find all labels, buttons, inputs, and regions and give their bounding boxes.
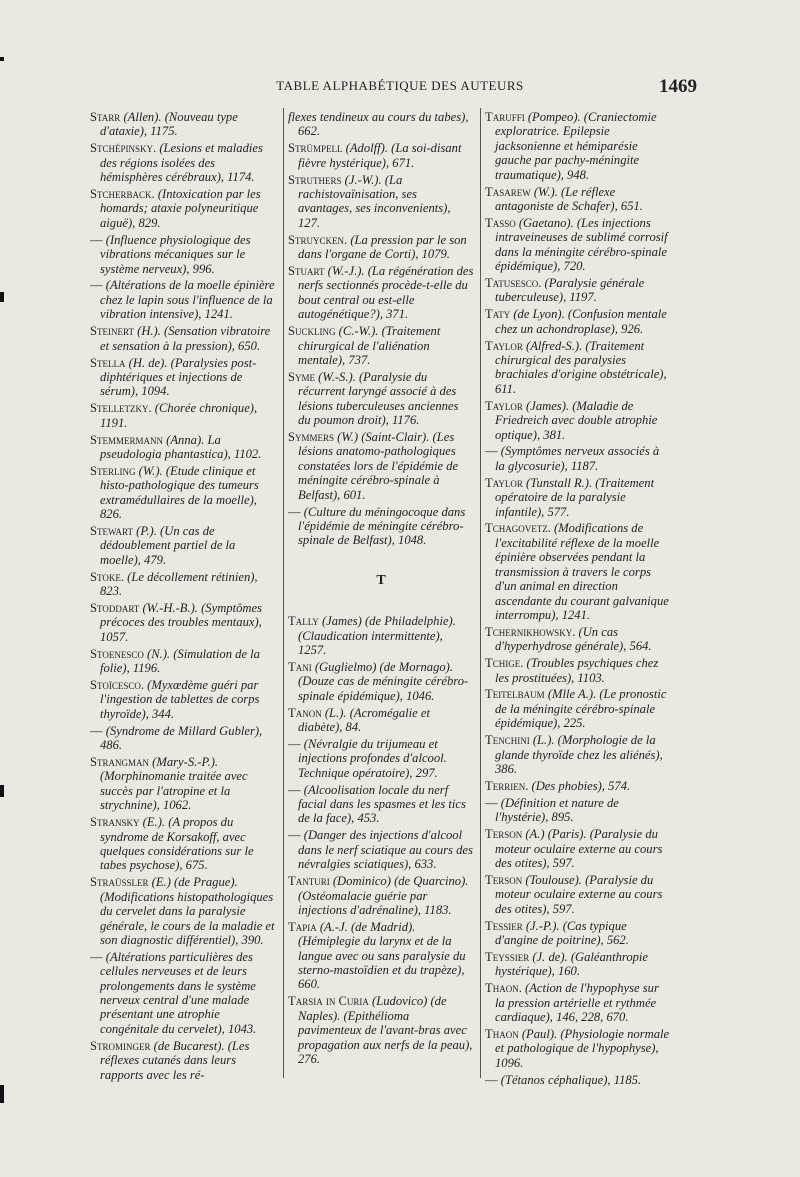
index-entry (90, 401, 277, 430)
index-entry (288, 706, 474, 735)
entry-author: Tenchini (485, 733, 530, 748)
entry-text: (Un cas d'hyperhydrose générale), 564. (495, 624, 652, 654)
entry-author: Struthers (288, 172, 342, 187)
entry-text: (Des phobies), 574. (531, 778, 631, 793)
entry-text: (E.). (A propos du syndrome de Korsakoff, avec quelques considérations sur le tabes psychose), 675. (100, 815, 254, 873)
entry-author: Stoddart (90, 601, 140, 615)
entry-text: (Lesions et maladies des régions isolées des hémisphères cérébraux), 1174. (100, 141, 263, 185)
entry-text: (Influence physiologique des vibrations mécaniques sur le système nerveux), 996. (100, 232, 251, 276)
entry-text: (Altérations particulières des cellules nerveuses et de leurs prolongements dans le système nerveux central d'une malade présentant une atrophie congénitale du cervelet), 1043. (100, 949, 257, 1036)
entry-text: (J.-P.). (Cas typique d'angine de poitrine), 562. (495, 918, 629, 947)
page-number: 1469 (659, 76, 697, 97)
entry-author: Teitelbaum (485, 687, 545, 702)
index-column-3 (485, 110, 670, 1090)
index-entry (485, 110, 670, 182)
index-entry (288, 828, 474, 871)
entry-author: Tasso (485, 215, 516, 230)
index-entry (288, 324, 474, 367)
entry-author: Tally (288, 614, 319, 629)
index-entry (90, 950, 277, 1036)
entry-text: (La pression par le son dans l'organe de Corti), 1079. (298, 232, 467, 262)
entry-author: Struycken. (288, 232, 348, 247)
entry-author: Starr (90, 110, 121, 124)
entry-author: Tchige. (485, 656, 524, 671)
index-column-2-s-entries (288, 110, 474, 548)
entry-author: Stewart (90, 523, 133, 538)
entry-text: (W.-S.). (Paralysie du récurrent laryngé associé à des lésions tuberculeuses anciennes du poumon droit), 1176. (298, 369, 459, 428)
entry-text: (Névralgie du trijumeau et injections profondes d'alcool. Technique opératoire), 297. (298, 736, 447, 780)
entry-text: (P.). (Un cas de dédoublement partiel de la moelle), 479. (100, 523, 236, 567)
index-entry (485, 796, 670, 825)
index-entry (485, 950, 670, 979)
entry-text: (Ludovico) (de Naples). (Epithélioma pavimenteux de l'avant-bras avec propagation aux nerfs de la peau), 276. (298, 994, 473, 1066)
index-entry (485, 307, 670, 336)
entry-author: Straüssler (90, 875, 149, 890)
index-entry (485, 919, 670, 948)
index-entry (90, 356, 277, 399)
entry-author: Strümpell (288, 141, 343, 156)
entry-text: (Allen). (Nouveau type d'ataxie), 1175. (100, 110, 238, 139)
index-entry (485, 733, 670, 776)
entry-text: (J. de). (Galéanthropie hystérique), 160. (495, 949, 648, 979)
entry-text: (de Lyon). (Confusion mentale chez un achondroplase), 926. (495, 307, 667, 336)
index-entry (90, 187, 277, 230)
entry-author: Taty (485, 307, 511, 322)
index-entry (90, 278, 277, 321)
index-entry (90, 755, 277, 813)
entry-author: Suckling (288, 324, 336, 339)
index-entry (90, 724, 277, 753)
index-entry (90, 110, 277, 139)
entry-text: (Danger des injections d'alcool dans le nerf sciatique au cours des névralgies sciatiques), 633. (298, 828, 473, 872)
index-entry (90, 678, 277, 721)
entry-author: — (288, 828, 301, 843)
index-entry (288, 783, 474, 826)
entry-text: (Toulouse). (Paralysie du moteur oculaire externe au cours des otites), 597. (495, 872, 663, 916)
entry-text: (Symptômes nerveux associés à la glycosurie), 1187. (495, 444, 660, 473)
index-entry (485, 185, 670, 214)
column-divider (480, 108, 481, 1078)
index-entry (90, 1039, 277, 1082)
index-entry (485, 216, 670, 274)
entry-text: (Pompeo). (Craniectomie exploratrice. Epilepsie jacksonienne et hémiparésie gauche par pachy-méningite traumatique), 948. (495, 110, 657, 182)
entry-text: (Syndrome de Millard Gubler), 486. (100, 723, 263, 753)
entry-author: Syme (288, 369, 316, 384)
entry-author: Stelletzky. (90, 401, 152, 416)
entry-author: Taruffi (485, 110, 525, 124)
header-title: TABLE ALPHABÉTIQUE DES AUTEURS (276, 78, 524, 93)
entry-author: — (90, 232, 103, 247)
entry-author: Steinert (90, 324, 134, 339)
index-entry (90, 141, 277, 184)
index-entry (90, 875, 277, 947)
column-divider (283, 108, 284, 1078)
entry-author: Stuart (288, 264, 325, 279)
margin-mark (0, 57, 4, 61)
entry-author: Tanturi (288, 874, 330, 889)
entry-author: — (90, 278, 103, 293)
entry-author: Taylor (485, 398, 523, 413)
running-header (0, 76, 800, 100)
entry-author: Terson (485, 827, 523, 842)
index-entry (288, 110, 474, 139)
index-entry (288, 505, 474, 548)
entry-text: (N.). (Simulation de la folie), 1196. (100, 646, 260, 676)
entry-text: (W.). (Etude clinique et histo-pathologique des tumeurs extramédullaires de la moelle), 826. (100, 463, 259, 522)
entry-text: (Dominico) (de Quarcino). (Ostéomalacie guérie par injections d'adrénaline), 1183. (298, 874, 469, 917)
index-entry (288, 370, 474, 428)
entry-author: Taylor (485, 338, 523, 353)
entry-text: (Paul). (Physiologie normale et pathologique de l'hypophyse), 1096. (495, 1026, 670, 1070)
index-entry (90, 601, 277, 644)
index-entry (288, 874, 474, 917)
entry-author: Symmers (288, 430, 335, 445)
entry-author: — (90, 949, 103, 964)
entry-author: Stella (90, 355, 126, 370)
entry-author: Tapia (288, 919, 317, 934)
index-column-2 (288, 110, 474, 1069)
entry-text: (Tunstall R.). (Traitement opératoire de la paralysie infantile), 577. (495, 475, 655, 519)
entry-text: (de Bucarest). (Les réflexes cutanés dans leurs rapports avec les ré- (100, 1038, 250, 1082)
entry-author: — (288, 782, 301, 797)
entry-text: (Chorée chronique), 1191. (100, 401, 258, 430)
entry-text: (James) (de Philadelphie). (Claudication intermittente), 1257. (298, 614, 456, 657)
entry-text: (Intoxication par les homards; ataxie polyneuritique aiguë), 829. (100, 187, 261, 230)
entry-author: Stoïcesco. (90, 678, 144, 693)
entry-text: (Troubles psychiques chez les prostituées), 1103. (495, 656, 659, 685)
section-letter: T (376, 572, 386, 588)
index-entry (485, 656, 670, 685)
entry-text: (Guglielmo) (de Mornago). (Douze cas de méningite cérébro-spinale épidémique), 1046. (298, 659, 469, 703)
index-entry (485, 981, 670, 1024)
entry-author: — (288, 504, 301, 519)
entry-author: Tchagovetz. (485, 521, 551, 536)
index-entry (485, 1073, 670, 1087)
entry-author: Tarsia in Curia (288, 994, 369, 1009)
index-entry (90, 815, 277, 873)
index-column-2-t-entries (288, 614, 474, 1066)
entry-author: Stoenesco (90, 646, 144, 661)
entry-author: Sterling (90, 463, 136, 478)
index-entry (485, 827, 670, 870)
index-entry (288, 737, 474, 780)
index-entry (485, 339, 670, 397)
entry-text: (Paralysie générale tuberculeuse), 1197. (495, 275, 645, 305)
entry-text: (W.). (Le réflexe antagoniste de Schafer), 651. (495, 184, 643, 213)
entry-text: (W.) (Saint-Clair). (Les lésions anatomo-pathologiques constatées lors de l'épidémie de méningite cérébro-spinale à Belfast), 601. (298, 430, 459, 502)
entry-author: Tchernikhowsky. (485, 624, 576, 639)
entry-text: (James). (Maladie de Friedreich avec double atrophie optique), 381. (495, 398, 658, 442)
entry-text: (Tétanos céphalique), 1185. (500, 1072, 642, 1087)
entry-text: flexes tendineux au cours du tabes), 662. (288, 110, 469, 139)
entry-author: Strominger (90, 1038, 151, 1053)
entry-text: (Culture du méningocoque dans l'épidémie de méningite cérébro-spinale de Belfast), 1048. (298, 504, 466, 548)
entry-text: (E.) (de Prague). (Modifications histopathologiques du cervelet dans la paralysie générale, le cours de la maladie et son diagnostic différentiel), 390. (100, 875, 275, 947)
entry-text: (Mary-S.-P.). (Morphinomanie traitée avec succès par l'atropine et la strychnine), 1062. (100, 755, 248, 813)
entry-author: — (485, 1072, 498, 1087)
index-entry (485, 625, 670, 654)
index-entry (90, 464, 277, 522)
entry-author: Tasarew (485, 184, 531, 199)
entry-text: (Définition et nature de l'hystérie), 895. (495, 795, 619, 825)
entry-author: — (288, 736, 301, 751)
entry-author: Thaon (485, 1026, 519, 1041)
entry-author: Stcherback. (90, 187, 155, 202)
entry-author: Terrien. (485, 778, 529, 793)
entry-text: (W.-J.). (La régénération des nerfs sectionnés procède-t-elle du bout central ou est-elle autogénétique?), 371. (298, 264, 474, 322)
index-entry (485, 399, 670, 442)
entry-text: (H. de). (Paralysies post-diphtériques et injections de sérum), 1094. (100, 355, 257, 399)
margin-mark (0, 292, 4, 302)
index-column-1 (90, 110, 277, 1085)
margin-mark (0, 1085, 4, 1103)
entry-author: Stoke. (90, 569, 124, 584)
entry-author: Stransky (90, 815, 140, 830)
entry-author: Teyssier (485, 949, 530, 964)
entry-text: (Anna). La pseudologia phantastica), 1102. (100, 432, 262, 461)
entry-text: (Alcoolisation locale du nerf facial dans les spasmes et les tics de la face), 453. (298, 782, 466, 826)
index-entry (90, 233, 277, 276)
entry-text: (Myxœdème guéri par l'ingestion de tablettes de corps thyroïde), 344. (100, 678, 260, 721)
index-entry (288, 233, 474, 262)
index-entry (90, 433, 277, 462)
entry-author: Taylor (485, 475, 523, 490)
entry-text: (Gaetano). (Les injections intraveineuses de sublimé corrosif dans la méningite cérébro-spinale épidémique), 720. (495, 215, 668, 274)
entry-author: Tatusesco. (485, 275, 542, 290)
entry-text: (C.-W.). (Traitement chirurgical de l'aliénation mentale), 737. (298, 324, 441, 367)
index-entry (90, 647, 277, 676)
index-entry (288, 660, 474, 703)
entry-author: — (485, 444, 498, 459)
entry-author: Thaon. (485, 981, 522, 996)
index-entry (288, 614, 474, 657)
entry-text: (A.) (Paris). (Paralysie du moteur oculaire externe au cours des otites), 597. (495, 827, 663, 870)
index-entry (288, 264, 474, 322)
index-entry (485, 444, 670, 473)
entry-text: (Le décollement rétinien), 823. (100, 569, 258, 599)
index-entry (485, 1027, 670, 1070)
index-entry (485, 873, 670, 916)
entry-text: (L.). (Morphologie de la glande thyroïde chez les aliénés), 386. (495, 733, 663, 776)
entry-text: (L.). (Acromégalie et diabète), 84. (298, 705, 431, 735)
entry-author: Tani (288, 659, 312, 674)
index-entry (485, 276, 670, 305)
entry-author: — (90, 723, 103, 738)
index-entry (288, 430, 474, 502)
index-entry (288, 994, 474, 1066)
index-entry (90, 524, 277, 567)
entry-author: — (485, 795, 498, 810)
entry-author: Tanon (288, 705, 322, 720)
entry-text: (J.-W.). (La rachistovaïnisation, ses avantages, ses inconvenients), 127. (298, 172, 451, 230)
entry-author: Tessier (485, 918, 523, 933)
entry-author: Stchépinsky. (90, 141, 157, 156)
entry-author: Strangman (90, 755, 150, 770)
entry-text: (Alfred-S.). (Traitement chirurgical des paralysies brachiales d'origine obstétricale), 611. (495, 338, 667, 396)
entry-text: (A.-J. (de Madrid). (Hémiplegie du larynx et de la langue avec ou sans paralysie du sterno-mastoïdien et du trapèze), 660. (298, 919, 466, 992)
entry-author: Stemmermann (90, 432, 164, 447)
entry-text: (Action de l'hypophyse sur la pression artérielle et rythmée cardiaque), 146, 228, 670. (495, 981, 659, 1024)
index-entry (288, 920, 474, 992)
index-entry (485, 779, 670, 793)
margin-mark (0, 785, 4, 797)
entry-text: (W.-H.-B.). (Symptômes précoces des troubles mentaux), 1057. (100, 601, 262, 644)
entry-author: Terson (485, 872, 523, 887)
index-entry (288, 141, 474, 170)
index-entry (90, 324, 277, 353)
entry-text: (Adolff). (La soi-disant fièvre hystérique), 671. (298, 141, 462, 170)
index-entry (90, 570, 277, 599)
entry-text: (Altérations de la moelle épinière chez le lapin sous l'influence de la vibration intensive), 1241. (100, 278, 275, 322)
index-entry (288, 173, 474, 231)
index-entry (485, 476, 670, 519)
index-entry (485, 521, 670, 622)
entry-text: (H.). (Sensation vibratoire et sensation à la pression), 650. (100, 324, 271, 353)
index-entry (485, 687, 670, 730)
entry-text: (Modifications de l'excitabilité réflexe de la moelle épinière observées pendant la transmission à travers le corps d'un animal en direction ascendante du courant galvanique interrompu), 1241. (495, 521, 669, 622)
entry-text: (Mlle A.). (Le pronostic de la méningite cérébro-spinale épidémique), 225. (495, 687, 667, 731)
